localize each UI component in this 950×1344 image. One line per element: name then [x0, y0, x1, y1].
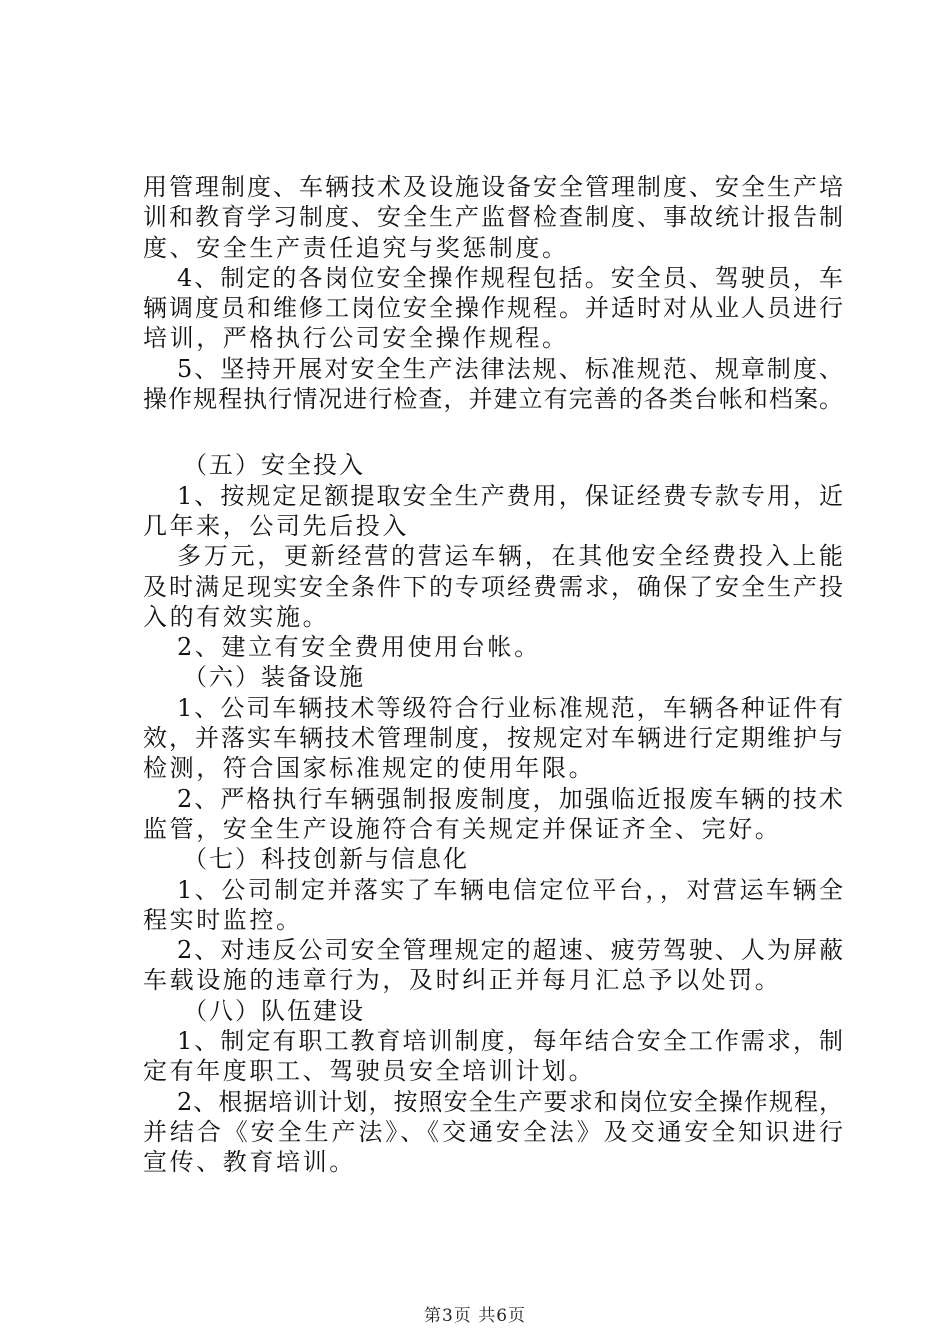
text-line: 培训，严格执行公司安全操作规程。 [143, 324, 569, 353]
section-heading: （五）安全投入 [183, 451, 365, 480]
text-line: 用管理制度、车辆技术及设施设备安全管理制度、安全生产培 [143, 173, 843, 201]
text-line: 及时满足现实安全条件下的专项经费需求，确保了安全生产投 [143, 572, 843, 601]
document-body [143, 172, 843, 1178]
text-line: 车载设施的违章行为，及时纠正并每月汇总予以处罚。 [143, 966, 782, 995]
text-line: 1、按规定足额提取安全生产费用，保证经费专款专用，近 [177, 481, 843, 510]
text-line: 1、公司制定并落实了车辆电信定位平台，，对营运车辆全 [177, 875, 843, 904]
text-line: 辆调度员和维修工岗位安全操作规程。并适时对从业人员进行 [143, 294, 843, 323]
text-line: 几年来，公司先后投入 [143, 511, 409, 540]
text-line: 2、根据培训计划，按照安全生产要求和岗位安全操作规程， [177, 1087, 843, 1116]
section-heading: （六）装备设施 [183, 663, 365, 692]
text-line: 2、建立有安全费用使用台帐。 [177, 633, 541, 662]
text-line: 4、制定的各岗位安全操作规程包括。安全员、驾驶员，车 [177, 263, 843, 292]
text-line: 5、坚持开展对安全生产法律法规、标准规范、规章制度、 [177, 354, 843, 383]
section-heading: （七）科技创新与信息化 [183, 845, 469, 874]
text-line: 1、制定有职工教育培训制度，每年结合安全工作需求，制 [177, 1027, 843, 1056]
text-line: 并结合《安全生产法》、《交通安全法》及交通安全知识进行 [143, 1117, 843, 1146]
text-line: 宣传、教育培训。 [143, 1148, 356, 1177]
text-line: 度、安全生产责任追究与奖惩制度。 [143, 233, 569, 262]
text-line: 2、严格执行车辆强制报废制度，加强临近报废车辆的技术 [177, 784, 843, 813]
text-line: 定有年度职工、驾驶员安全培训计划。 [143, 1057, 596, 1086]
page-number-footer: 第3页 共6页 [423, 1306, 527, 1326]
text-line: 入的有效实施。 [143, 602, 330, 631]
text-line: 操作规程执行情况进行检查，并建立有完善的各类台帐和档案。 [143, 385, 843, 414]
text-line: 监管，安全生产设施符合有关规定并保证齐全、完好。 [143, 814, 782, 843]
text-line: 2、对违反公司安全管理规定的超速、疲劳驾驶、人为屏蔽 [177, 936, 843, 965]
text-line: 多万元，更新经营的营运车辆，在其他安全经费投入上能 [177, 542, 843, 571]
text-line: 程实时监控。 [143, 905, 303, 934]
text-line: 检测，符合国家标准规定的使用年限。 [143, 754, 596, 783]
text-line: 训和教育学习制度、安全生产监督检查制度、事故统计报告制 [143, 203, 843, 232]
text-line: 1、公司车辆技术等级符合行业标准规范，车辆各种证件有 [177, 693, 843, 722]
paragraph-gap [143, 414, 843, 450]
text-line: 效，并落实车辆技术管理制度，按规定对车辆进行定期维护与 [143, 724, 843, 753]
section-heading: （八）队伍建设 [183, 996, 365, 1025]
